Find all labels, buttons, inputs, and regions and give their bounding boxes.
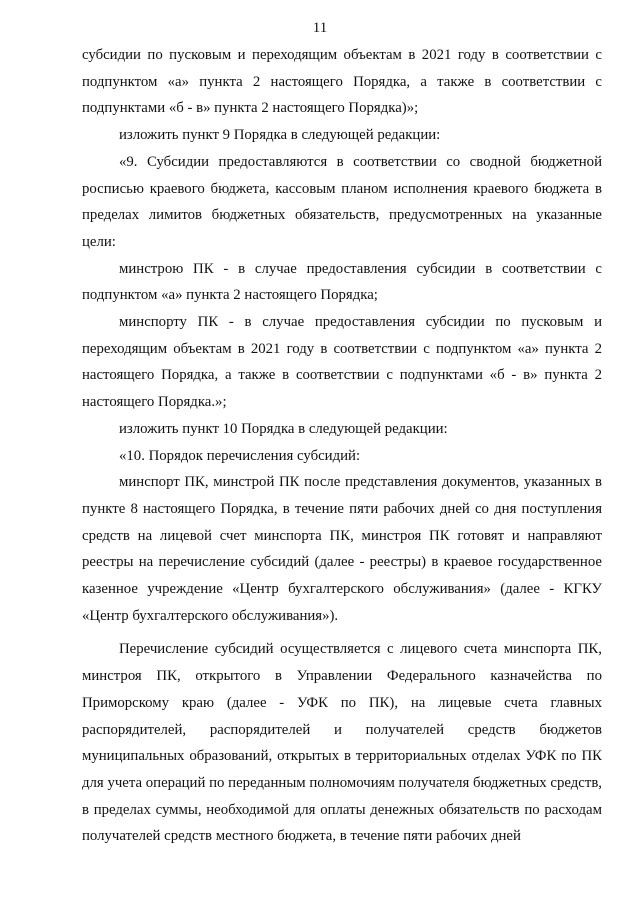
paragraph-registers: минспорт ПК, минстрой ПК после представления документов, указанных в пункте 8 настоящего Порядка, в течение пяти рабочих дней со дня поступления средств на лицевой счет минспорта ПК, минстроя ПК готовят и направляют реестры на перечисление субсидий (далее - реестры) в краевое государственное казенное учреждение «Центр бухгалтерского обслуживания» (далее - КГКУ «Центр бухгалтерского обслуживания»).: [82, 474, 602, 624]
paragraph-minstroy: минстрою ПК - в случае предоставления субсидии в соответствии с подпунктом «а» пункта 2 настоящего Порядка;: [82, 260, 602, 304]
paragraph-continuation: субсидии по пусковым и переходящим объектам в 2021 году в соответствии с подпунктом «а» пункта 2 настоящего Порядка, а также в соответствии с подпунктами «б - в» пункта 2 настоящего Порядка)»;: [82, 47, 602, 117]
document-body: [82, 42, 602, 850]
paragraph-amend-point-9: изложить пункт 9 Порядка в следующей редакции:: [119, 127, 441, 144]
paragraph-point-9-text: «9. Субсидии предоставляются в соответствии со сводной бюджетной росписью краевого бюджета, кассовым планом исполнения краевого бюджета в пределах лимитов бюджетных обязательств, предусмотренных на указанные цели:: [82, 153, 602, 250]
paragraph-point-10-title: «10. Порядок перечисления субсидий:: [119, 447, 361, 464]
paragraph-minsport: минспорту ПК - в случае предоставления субсидии по пусковым и переходящим объектам в 2021 году в соответствии с подпунктом «а» пункта 2 настоящего Порядка, а также в соответствии с подпунктами «б - в» пункта 2 настоящего Порядка.»;: [82, 314, 602, 411]
page-number: 11: [312, 20, 328, 36]
paragraph-amend-point-10: изложить пункт 10 Порядка в следующей редакции:: [119, 420, 448, 437]
paragraph-transfer: Перечисление субсидий осуществляется с лицевого счета минспорта ПК, минстроя ПК, открытого в Управлении Федерального казначейства по Приморскому краю (далее - УФК по ПК), на лицевые счета главных распорядителей, распорядителей и получателей средств бюджетов муниципальных образований, открытых в территориальных отделах УФК по ПК для учета операций по переданным полномочиям получателя бюджетных средств, в пределах суммы, необходимой для оплаты денежных обязательств по расходам получателей средств местного бюджета, в течение пяти рабочих дней: [82, 641, 602, 845]
